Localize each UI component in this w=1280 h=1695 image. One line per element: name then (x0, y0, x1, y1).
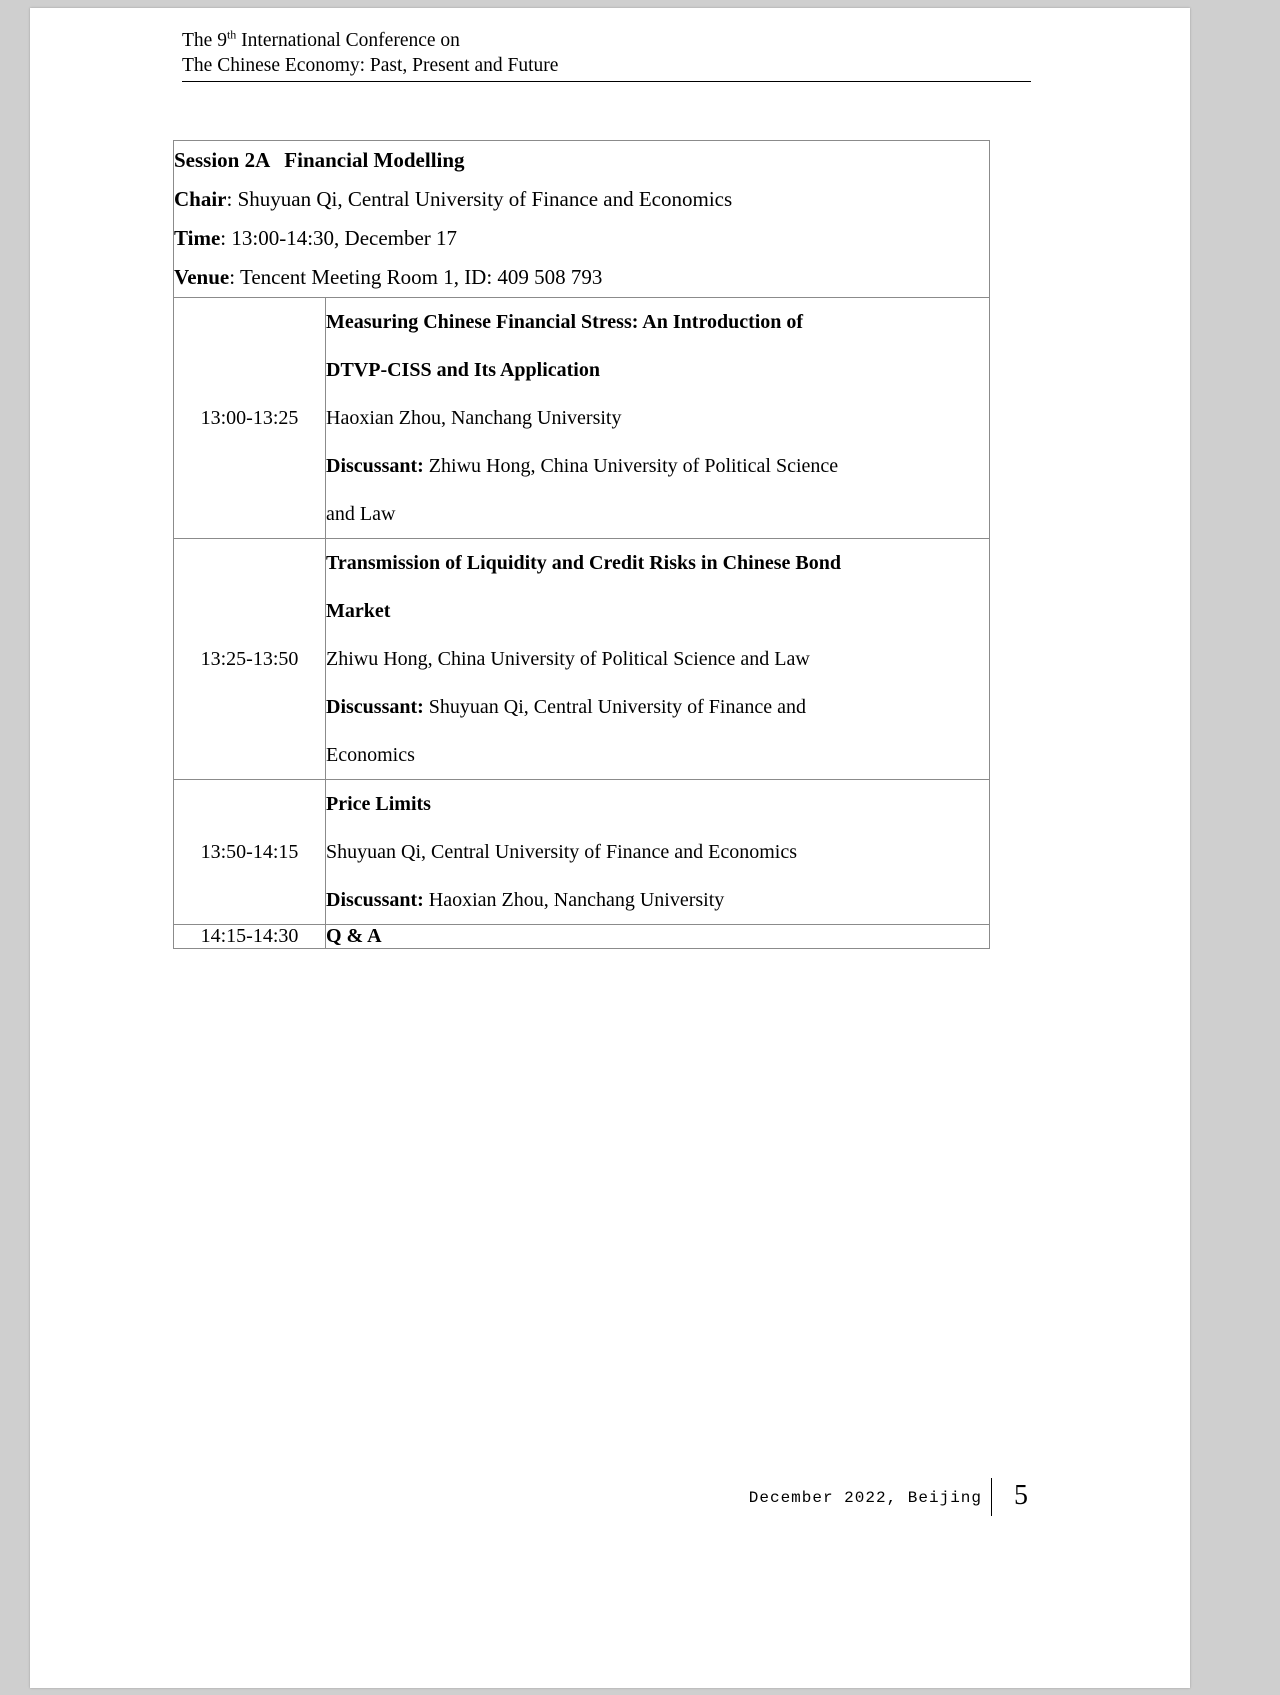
session-header-cell (174, 141, 990, 298)
paper-title-line-2: Market (326, 600, 391, 622)
discussant-value: Shuyuan Qi, Central University of Finance and (423, 696, 806, 718)
paper-discussant-line-2: and Law (326, 503, 396, 525)
paper-discussant-line-1 (326, 876, 989, 924)
table-row (174, 780, 990, 925)
page-header (182, 28, 1032, 78)
table-row (174, 539, 990, 780)
time-label: Time (174, 226, 221, 250)
footer-text: December 2022, Beijing (748, 1489, 982, 1507)
session-time-line (174, 219, 989, 258)
document-page (30, 8, 1190, 1688)
paper-title-line-1: Transmission of Liquidity and Credit Risks in Chinese Bond (326, 552, 841, 574)
row-content (326, 298, 990, 539)
paper-title-line-2: DTVP-CISS and Its Application (326, 359, 600, 381)
chair-value: : Shuyuan Qi, Central University of Finance and Economics (226, 187, 733, 211)
venue-value: : Tencent Meeting Room 1, ID: 409 508 793 (229, 265, 603, 289)
paper-discussant-line-1 (326, 442, 989, 490)
discussant-value: Haoxian Zhou, Nanchang University (423, 889, 725, 911)
session-title-line (174, 141, 989, 180)
footer-divider (991, 1478, 992, 1516)
session-venue-line (174, 258, 989, 297)
table-row-qa (174, 925, 990, 949)
header-line-2: The Chinese Economy: Past, Present and Future (182, 55, 559, 76)
row-time: 14:15-14:30 (174, 925, 326, 949)
row-content (326, 539, 990, 780)
session-chair-line (174, 180, 989, 219)
header-line-1 (182, 28, 1032, 53)
row-time: 13:25-13:50 (174, 539, 326, 780)
discussant-value: Zhiwu Hong, China University of Political Science (423, 455, 839, 477)
page-number: 5 (1014, 1480, 1028, 1511)
venue-label: Venue (174, 265, 230, 289)
header-line-1-pre: The 9 (182, 30, 227, 51)
discussant-label: Discussant: (326, 889, 424, 911)
header-ordinal-suffix: th (226, 27, 237, 42)
session-label: Session 2A (174, 148, 271, 172)
paper-title-line-1: Measuring Chinese Financial Stress: An Introduction of (326, 311, 804, 333)
qa-label: Q & A (326, 925, 990, 949)
row-time: 13:50-14:15 (174, 780, 326, 925)
page-footer (730, 1478, 1030, 1518)
paper-author: Shuyuan Qi, Central University of Finance and Economics (326, 841, 798, 863)
row-content (326, 780, 990, 925)
time-value: : 13:00-14:30, December 17 (220, 226, 458, 250)
paper-discussant-line-1 (326, 683, 989, 731)
session-name: Financial Modelling (284, 148, 465, 172)
chair-label: Chair (174, 187, 227, 211)
session-table (173, 140, 990, 949)
row-time: 13:00-13:25 (174, 298, 326, 539)
header-line-1-post: International Conference on (236, 30, 460, 51)
paper-author: Zhiwu Hong, China University of Political Science and Law (326, 648, 810, 670)
paper-author: Haoxian Zhou, Nanchang University (326, 407, 622, 429)
table-row (174, 298, 990, 539)
header-divider (182, 81, 1031, 82)
session-header-row (174, 141, 990, 298)
paper-title-line-1: Price Limits (326, 793, 431, 815)
discussant-label: Discussant: (326, 696, 424, 718)
discussant-label: Discussant: (326, 455, 424, 477)
paper-discussant-line-2: Economics (326, 744, 415, 766)
